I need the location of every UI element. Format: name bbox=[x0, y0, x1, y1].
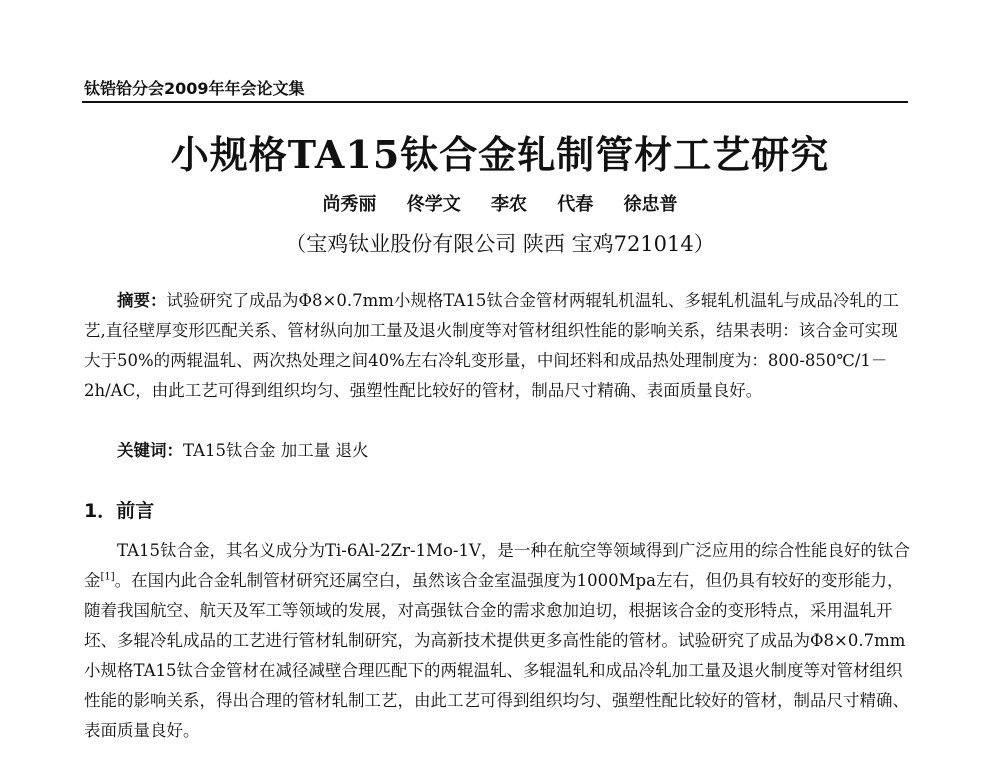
author-list bbox=[0, 190, 1000, 216]
running-head: 钛锆铪分会2009年年会论文集 bbox=[84, 79, 305, 98]
author-name: 徐忠普 bbox=[623, 194, 678, 215]
keywords bbox=[84, 436, 910, 466]
header-rule bbox=[82, 101, 908, 103]
author-name: 尚秀丽 bbox=[322, 194, 377, 215]
abstract-text: 试验研究了成品为Φ8×0.7mm小规格TA15钛合金管材两辊轧机温轧、多辊轧机温轧与成品冷轧的工艺,直径壁厚变形匹配关系、管材纵向加工量及退火制度等对管材组织性能的影响关系，结果表明：该合金可实现大于50%的两辊温轧、两次热处理之间40%左右冷轧变形量，中间坯料和成品热处理制度为：800-850℃/1－2h/AC，由此工艺可得到组织均匀、强塑性配比较好的管材，制品尺寸精确、表面质量良好。 bbox=[84, 291, 899, 400]
keywords-text: TA15钛合金 加工量 退火 bbox=[183, 441, 369, 460]
affiliation: （宝鸡钛业股份有限公司 陕西 宝鸡721014） bbox=[285, 232, 715, 256]
author-name: 代春 bbox=[557, 194, 594, 215]
intro-paragraph bbox=[84, 536, 910, 746]
intro-text-part2: 。在国内此合金轧制管材研究还属空白，虽然该合金室温强度为1000Mpa左右，但仍具有较好的变形能力，随着我国航空、航天及军工等领域的发展，对高强钛合金的需求愈加迫切，根据该合金的变形特点，采用温轧开坯、多辊冷轧成品的工艺进行管材轧制研究，为高新技术提供更多高性能的管材。试验研究了成品为Φ8×0.7mm小规格TA15钛合金管材在减径减壁合理匹配下的两辊温轧、多辊温轧和成品冷轧加工量及退火制度等对管材组织性能的影响关系，得出合理的管材轧制工艺，由此工艺可得到组织均匀、强塑性配比较好的管材，制品尺寸精确、表面质量良好。 bbox=[84, 571, 909, 740]
author-name: 李农 bbox=[491, 194, 527, 215]
abstract-label: 摘要： bbox=[117, 291, 167, 310]
keywords-label: 关键词： bbox=[117, 441, 183, 460]
author-name: 佟学文 bbox=[406, 194, 461, 215]
abstract bbox=[84, 286, 910, 406]
citation-ref[interactable]: [1] bbox=[100, 571, 115, 583]
section-heading-intro: 1．前言 bbox=[84, 500, 155, 522]
intro-text-part1: TA15钛合金，其名义成分为Ti-6Al-2Zr-1Mo-1V，是一种在航空等领域得到广泛应用的综合性能良好的钛合金 bbox=[84, 541, 910, 590]
paper-title: 小规格TA15钛合金轧制管材工艺研究 bbox=[170, 132, 830, 177]
